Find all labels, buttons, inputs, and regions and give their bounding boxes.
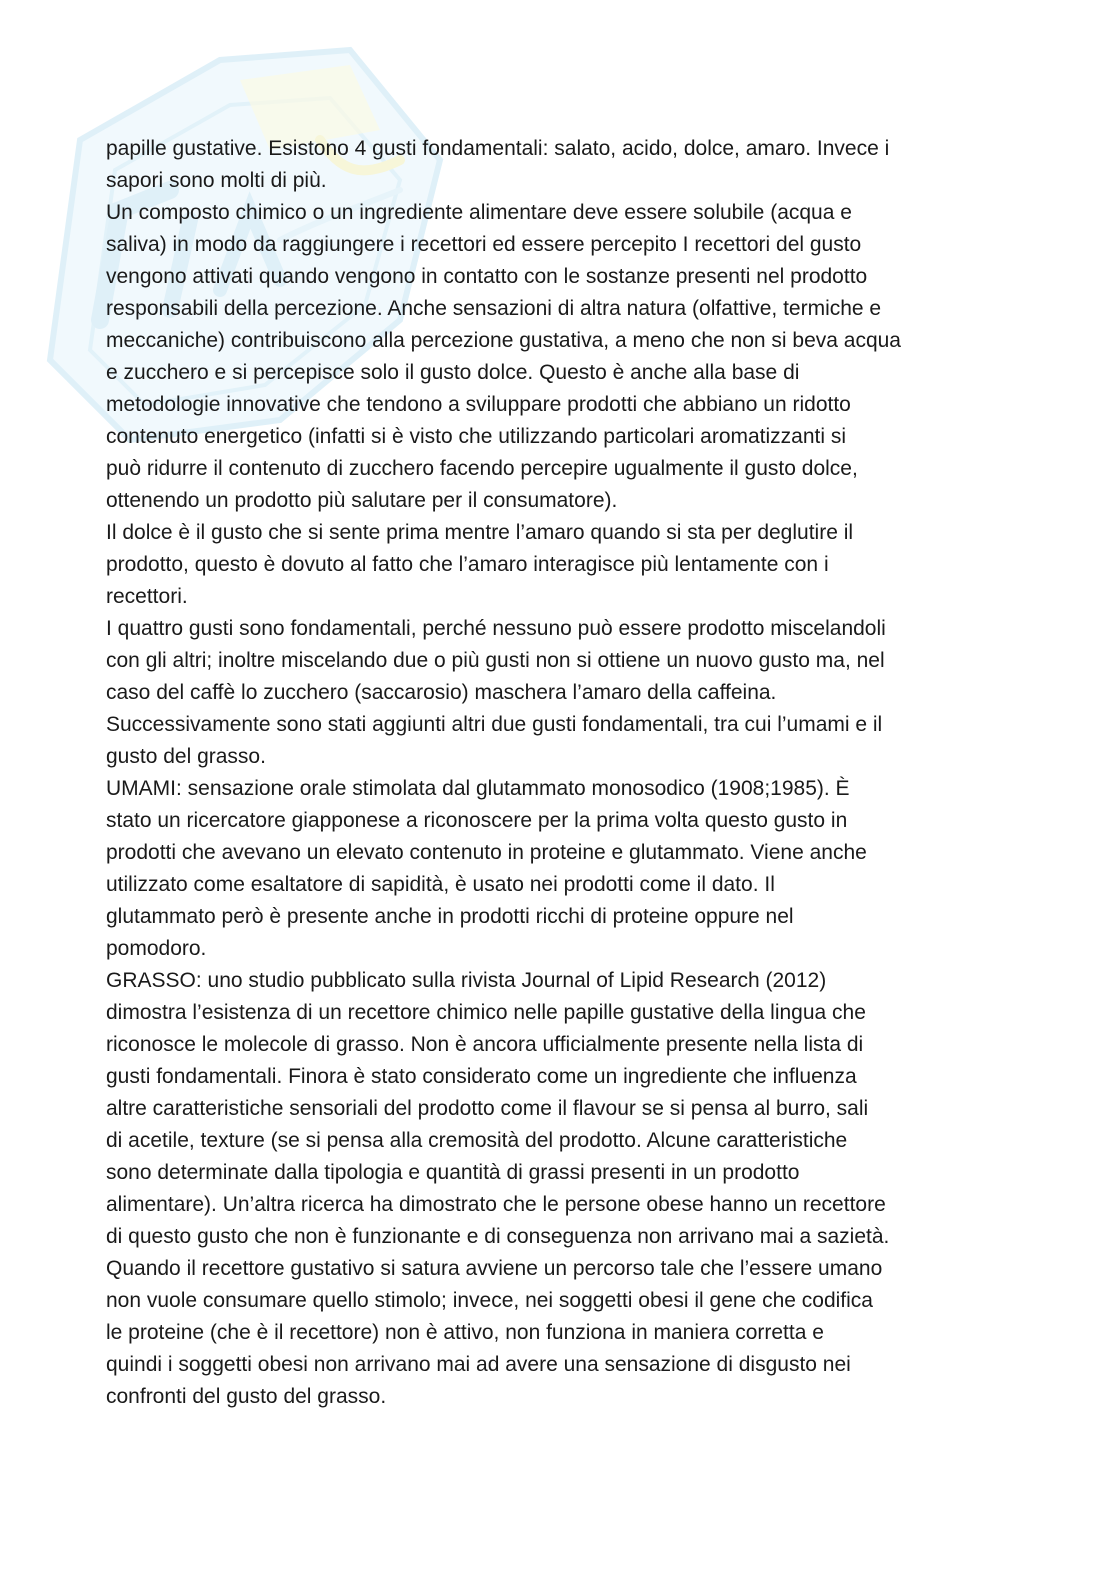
text-line: prodotto, questo è dovuto al fatto che l’amaro interagisce più lentamente con i (106, 553, 829, 576)
text-line: di questo gusto che non è funzionante e di conseguenza non arrivano mai a sazietà. (106, 1225, 890, 1248)
text-line: UMAMI: sensazione orale stimolata dal glutammato monosodico (1908;1985). È (106, 777, 850, 800)
text-line: le proteine (che è il recettore) non è attivo, non funziona in maniera corretta e (106, 1321, 824, 1344)
text-line: Successivamente sono stati aggiunti altri due gusti fondamentali, tra cui l’umami e il (106, 713, 883, 736)
text-line: gusto del grasso. (106, 745, 266, 768)
paragraph (106, 965, 1011, 1413)
text-line: meccaniche) contribuiscono alla percezione gustativa, a meno che non si beva acqua (106, 329, 901, 352)
text-line: stato un ricercatore giapponese a riconoscere per la prima volta questo gusto in (106, 809, 848, 832)
text-line: sono determinate dalla tipologia e quantità di grassi presenti in un prodotto (106, 1161, 800, 1184)
text-line: glutammato però è presente anche in prodotti ricchi di proteine oppure nel (106, 905, 794, 928)
text-line: pomodoro. (106, 937, 207, 960)
document-body (106, 133, 1011, 1413)
text-line: non vuole consumare quello stimolo; invece, nei soggetti obesi il gene che codifica (106, 1289, 873, 1312)
text-line: gusti fondamentali. Finora è stato considerato come un ingrediente che influenza (106, 1065, 857, 1088)
text-line: con gli altri; inoltre miscelando due o più gusti non si ottiene un nuovo gusto ma, nel (106, 649, 885, 672)
text-line: alimentare). Un’altra ricerca ha dimostrato che le persone obese hanno un recettore (106, 1193, 886, 1216)
text-line: Quando il recettore gustativo si satura avviene un percorso tale che l’essere umano (106, 1257, 883, 1280)
paragraph (106, 613, 1011, 709)
text-line: e zucchero e si percepisce solo il gusto dolce. Questo è anche alla base di (106, 361, 800, 384)
text-line: sapori sono molti di più. (106, 169, 327, 192)
paragraph (106, 709, 1011, 773)
paragraph (106, 197, 1011, 517)
text-line: può ridurre il contenuto di zucchero facendo percepire ugualmente il gusto dolce, (106, 457, 858, 480)
text-line: Un composto chimico o un ingrediente alimentare deve essere solubile (acqua e (106, 201, 852, 224)
text-line: saliva) in modo da raggiungere i recettori ed essere percepito I recettori del gusto (106, 233, 862, 256)
text-line: quindi i soggetti obesi non arrivano mai ad avere una sensazione di disgusto nei (106, 1353, 851, 1376)
paragraph (106, 517, 1011, 613)
text-line: prodotti che avevano un elevato contenuto in proteine e glutammato. Viene anche (106, 841, 867, 864)
text-line: vengono attivati quando vengono in contatto con le sostanze presenti nel prodotto (106, 265, 868, 288)
text-line: recettori. (106, 585, 188, 608)
text-line: metodologie innovative che tendono a sviluppare prodotti che abbiano un ridotto (106, 393, 851, 416)
text-line: dimostra l’esistenza di un recettore chimico nelle papille gustative della lingua che (106, 1001, 866, 1024)
text-line: riconosce le molecole di grasso. Non è ancora ufficialmente presente nella lista di (106, 1033, 864, 1056)
text-line: confronti del gusto del grasso. (106, 1385, 387, 1408)
text-line: I quattro gusti sono fondamentali, perché nessuno può essere prodotto miscelandoli (106, 617, 886, 640)
text-line: utilizzato come esaltatore di sapidità, è usato nei prodotti come il dato. Il (106, 873, 775, 896)
text-line: di acetile, texture (se si pensa alla cremosità del prodotto. Alcune caratteristiche (106, 1129, 848, 1152)
text-line: contenuto energetico (infatti si è visto che utilizzando particolari aromatizzanti si (106, 425, 847, 448)
text-line: Il dolce è il gusto che si sente prima mentre l’amaro quando si sta per deglutire il (106, 521, 854, 544)
text-line: caso del caffè lo zucchero (saccarosio) maschera l’amaro della caffeina. (106, 681, 777, 704)
paragraph (106, 773, 1011, 965)
text-line: altre caratteristiche sensoriali del prodotto come il flavour se si pensa al burro, sali (106, 1097, 869, 1120)
text-line: GRASSO: uno studio pubblicato sulla rivista Journal of Lipid Research (2012) (106, 969, 827, 992)
text-line: responsabili della percezione. Anche sensazioni di altra natura (olfattive, termiche e (106, 297, 882, 320)
text-line: papille gustative. Esistono 4 gusti fondamentali: salato, acido, dolce, amaro. Invece i (106, 137, 890, 160)
paragraph (106, 133, 1011, 197)
text-line: ottenendo un prodotto più salutare per il consumatore). (106, 489, 618, 512)
